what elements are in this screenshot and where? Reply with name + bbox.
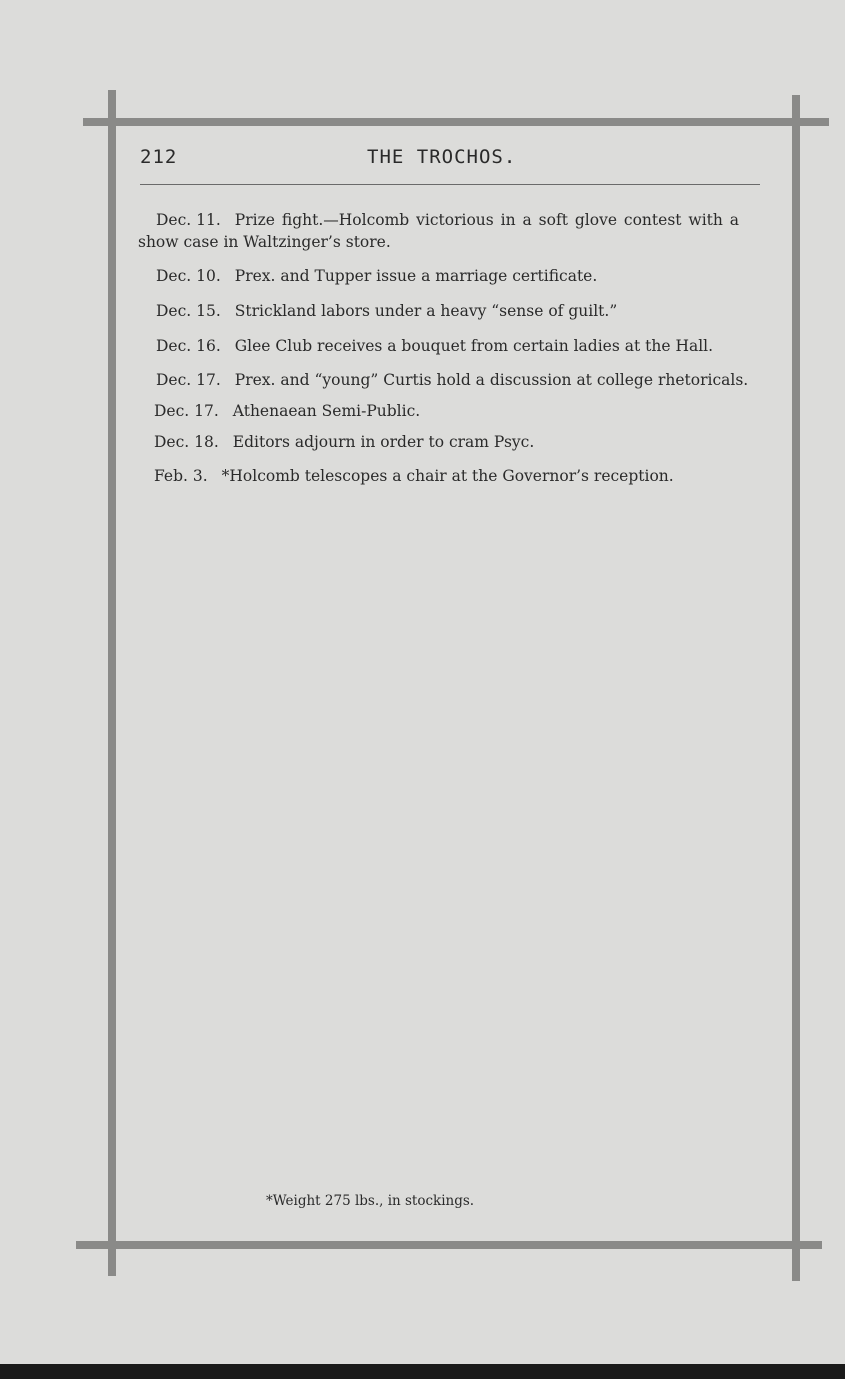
entry-text: *Holcomb telescopes a chair at the Governor’s reception. [221, 467, 674, 485]
entry-text: Prize fight.—Holcomb victorious in a soft glove contest with a [234, 211, 740, 229]
entry-text: Strickland labors under a heavy “sense of guilt.” [234, 302, 618, 320]
entry-date: Dec. 11. [156, 211, 221, 229]
entry-date: Dec. 15. [156, 302, 221, 320]
entry-dec-10 [156, 266, 597, 287]
footnote: *Weight 275 lbs., in stockings. [266, 1193, 475, 1209]
scan-edge [0, 1364, 845, 1379]
entry-text: Glee Club receives a bouquet from certain ladies at the Hall. [234, 337, 714, 355]
entry-dec-17-a [156, 370, 748, 391]
entry-dec-17-b [154, 401, 420, 422]
entry-dec-18 [154, 432, 534, 453]
entry-date: Dec. 17. [154, 402, 219, 420]
entry-date: Dec. 17. [156, 371, 221, 389]
border-right-rule [792, 95, 800, 1281]
entry-text: Editors adjourn in order to cram Psyc. [232, 433, 535, 451]
border-top-rule [83, 118, 829, 126]
entry-text: Prex. and Tupper issue a marriage certificate. [234, 267, 598, 285]
entry-date: Dec. 16. [156, 337, 221, 355]
header-divider [140, 184, 760, 185]
entry-text-continuation: show case in Waltzinger’s store. [138, 233, 391, 251]
entry-date: Dec. 10. [156, 267, 221, 285]
entry-dec-16 [156, 336, 713, 357]
entry-text: Prex. and “young” Curtis hold a discussion at college rhetoricals. [234, 371, 749, 389]
entry-dec-11-continuation [138, 232, 391, 253]
entry-dec-15 [156, 301, 617, 322]
page-number: 212 [140, 146, 178, 168]
running-title: THE TROCHOS. [367, 146, 517, 168]
border-left-rule [108, 90, 116, 1276]
entry-dec-11 [156, 210, 739, 231]
entry-feb-3 [154, 466, 674, 487]
border-bottom-rule [76, 1241, 822, 1249]
entry-text: Athenaean Semi-Public. [232, 402, 421, 420]
entry-date: Dec. 18. [154, 433, 219, 451]
entry-date: Feb. 3. [154, 467, 208, 485]
